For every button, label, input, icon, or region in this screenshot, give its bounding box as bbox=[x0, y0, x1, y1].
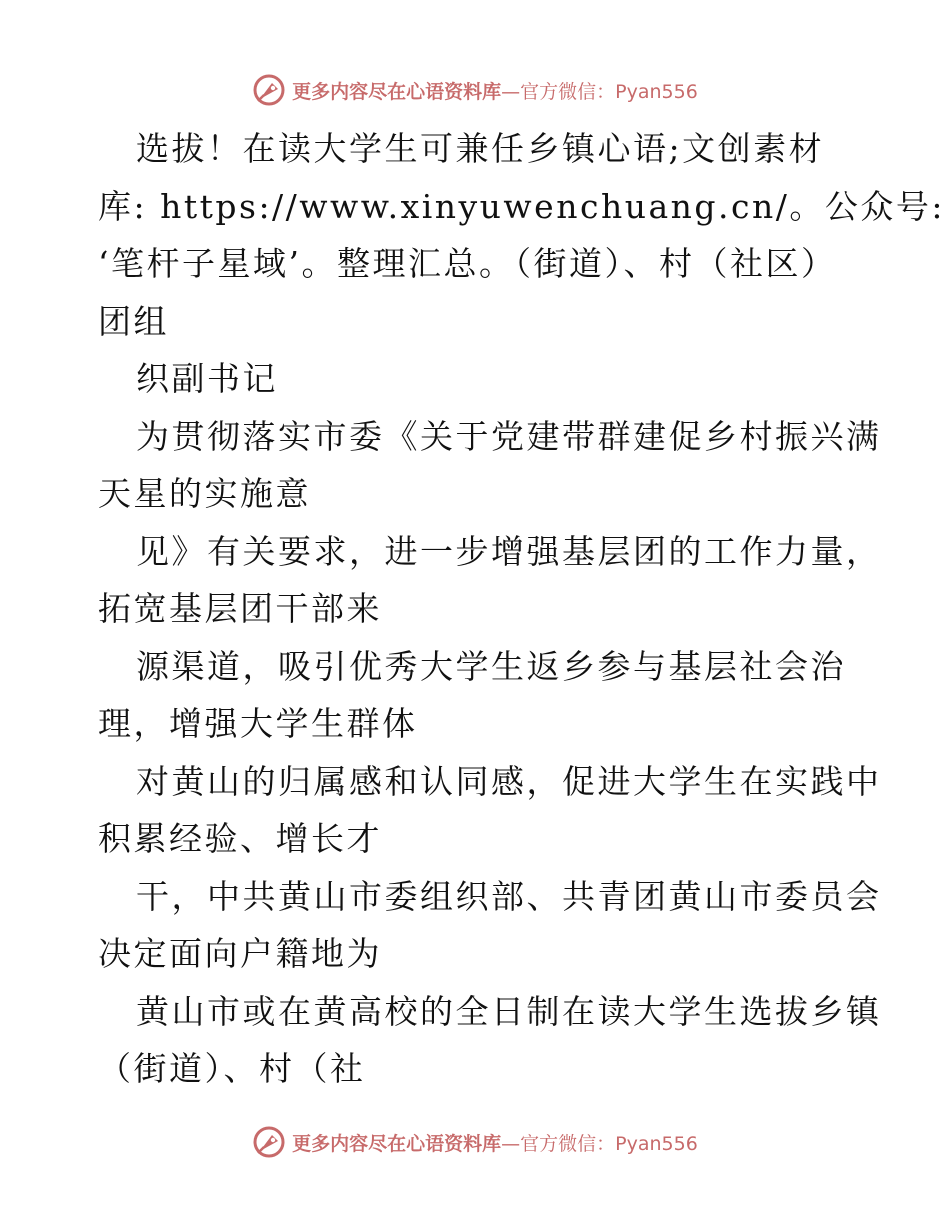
body-line: 积累经验、增长才 bbox=[98, 819, 382, 858]
body-line: （街道）、村（社 bbox=[98, 1049, 366, 1088]
body-line: 团组 bbox=[98, 301, 169, 341]
body-line: 为贯彻落实市委《关于党建带群建促乡村振兴满 bbox=[136, 416, 882, 456]
body-line: 织副书记 bbox=[136, 359, 278, 398]
body-line: 选拔！在读大学生可兼任乡镇心语;文创素材 bbox=[136, 129, 825, 168]
body-line: 源渠道，吸引优秀大学生返乡参与基层社会治 bbox=[136, 646, 846, 686]
banner-wechat-text: —官方微信：Pyan556 bbox=[501, 80, 698, 103]
banner-wechat-text: —官方微信：Pyan556 bbox=[501, 1132, 698, 1155]
body-line: 库: https://www.xinyuwenchuang.cn/。公众号: bbox=[98, 186, 945, 226]
document-body bbox=[98, 120, 945, 1098]
header-banner bbox=[0, 70, 950, 110]
body-line: 黄山市或在黄高校的全日制在读大学生选拔乡镇 bbox=[136, 991, 882, 1031]
body-line: 理，增强大学生群体 bbox=[98, 704, 418, 743]
body-line: 天星的实施意 bbox=[98, 474, 311, 513]
body-line: 见》有关要求，进一步增强基层团的工作力量， bbox=[136, 531, 882, 571]
footer-banner bbox=[0, 1122, 950, 1162]
body-line: 决定面向户籍地为 bbox=[98, 934, 382, 973]
body-line: 对黄山的归属感和认同感，促进大学生在实践中 bbox=[136, 761, 882, 801]
body-line: 干，中共黄山市委组织部、共青团黄山市委员会 bbox=[136, 876, 882, 916]
pen-nib-logo-icon bbox=[252, 1125, 286, 1159]
banner-main-text: 更多内容尽在心语资料库 bbox=[292, 1132, 502, 1155]
pen-nib-logo-icon bbox=[252, 73, 286, 107]
body-line: ‘笔杆子星域’。整理汇总。（街道）、村（社区） bbox=[98, 244, 837, 283]
banner-main-text: 更多内容尽在心语资料库 bbox=[292, 80, 502, 103]
body-line: 拓宽基层团干部来 bbox=[98, 589, 382, 628]
